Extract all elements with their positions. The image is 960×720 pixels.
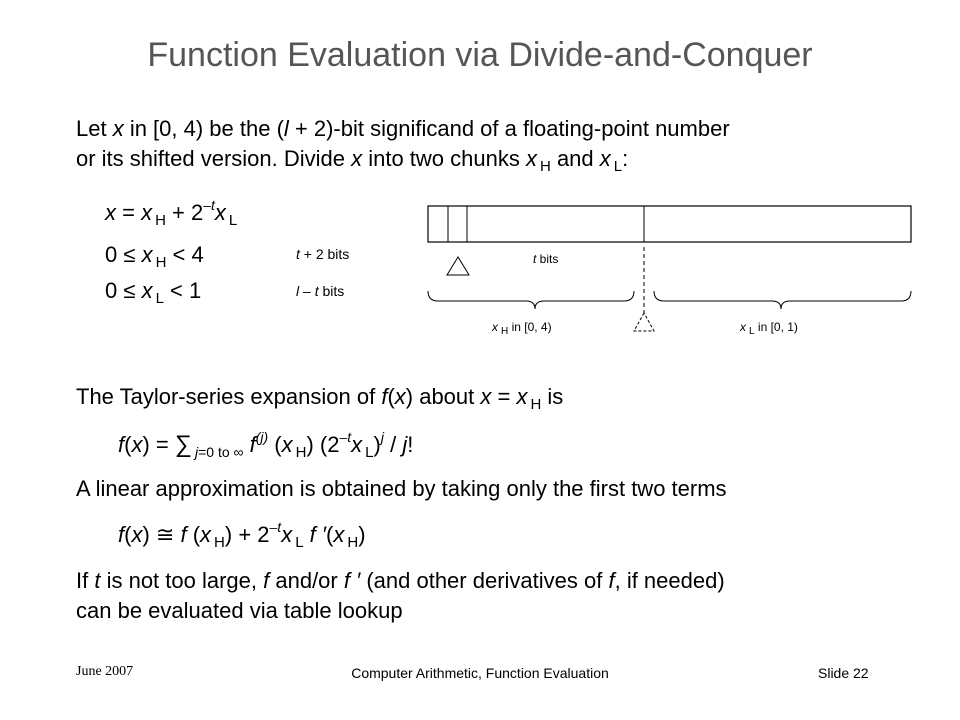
xl-range-label: x $_L$ in [0, 1) <box>740 320 798 337</box>
equation-xl-range: 0 ≤ x $_L$ < 1 <box>105 278 202 307</box>
xh-brace <box>428 291 634 309</box>
taylor-intro: The Taylor-series expansion of f(x) about x = x $_H$ is <box>76 384 564 413</box>
linear-approx-intro: A linear approximation is obtained by taking only the first two terms <box>76 476 727 501</box>
taylor-equation: f(x) = ∑ $_{j=0 to \infty}$ $f^{(j)}$ (x $_H$) ($2^{-t}x$ $_L$)$^j$ / j! <box>118 429 414 461</box>
closing-line-2: can be evaluated via table lookup <box>76 598 403 623</box>
intro-line-2: or its shifted version. Divide x into two chunks x $_H$ and x $_L$: <box>76 146 629 175</box>
xl-brace <box>654 291 911 309</box>
split-point-marker-icon <box>634 313 654 331</box>
linear-approx-equation: f(x) ≅ f (x $_H) + 2^{-t}x$ $_L$ f ′(x $_H$) <box>118 519 366 551</box>
xh-bit-count: t + 2 bits <box>296 246 350 262</box>
register-box <box>428 206 911 242</box>
equation-xh-range: 0 ≤ x $_H$ < 4 <box>105 242 204 271</box>
t-bits-label: t bits <box>533 252 559 266</box>
slide-title: Function Evaluation via Divide-and-Conquer <box>147 36 813 74</box>
footer-title: Computer Arithmetic, Function Evaluation <box>351 665 609 681</box>
xh-range-label: x $_H$ in [0, 4) <box>492 320 552 337</box>
slide-number: Slide 22 <box>818 665 869 681</box>
footer-date: June 2007 <box>76 664 134 679</box>
binary-point-marker-icon <box>447 257 469 275</box>
intro-line-1: Let x in [0, 4) be the (l + 2)-bit significand of a floating-point number <box>76 116 730 141</box>
closing-line-1: If t is not too large, f and/or f ′ (and other derivatives of f, if needed) <box>76 568 725 593</box>
xl-bit-count: l – t bits <box>296 283 345 299</box>
equation-x-split: x = x $_H + 2^{-t}x$ $_L$ <box>105 197 238 229</box>
